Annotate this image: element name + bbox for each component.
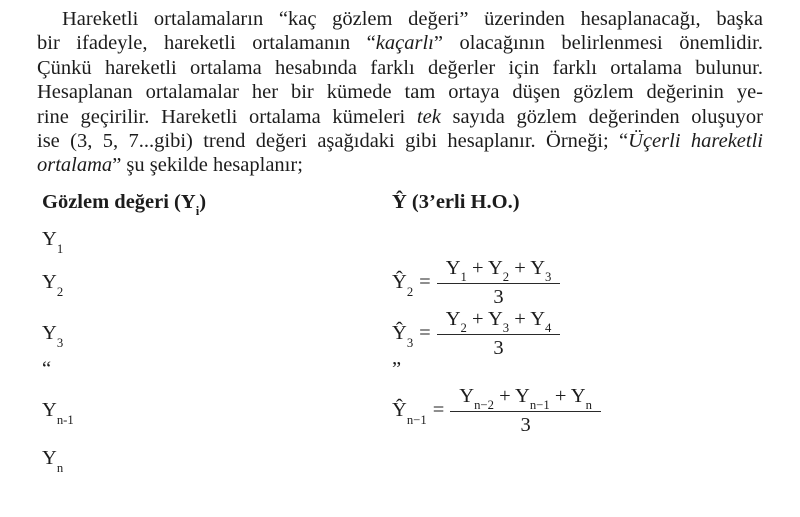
text-run: ” olacağının belirlenmesi önemlidir. [433,32,763,55]
subscript: 2 [460,321,467,336]
subscript: n−1 [529,398,550,413]
text-run: ” şu şekilde hesaplanır; [112,154,303,177]
subscript: 3 [56,335,64,350]
table-cell-right [385,447,763,470]
text-run: Çünkü hareketli ortalama hesabında farklı değerler için farklı ortalama bulunur. [37,56,763,79]
equals-sign: = [419,271,431,294]
fraction-denominator: 3 [493,285,504,308]
paragraph-line [37,129,763,153]
table-header-row [42,191,763,225]
table-cell-right [385,228,763,251]
moving-average-formula [392,385,601,437]
fraction-denominator: 3 [493,336,504,359]
subscript: n−2 [474,398,494,413]
paragraph-line [37,80,763,104]
fraction [450,385,601,437]
paragraph-line [37,56,763,80]
subscript: 2 [56,284,64,299]
paragraph-line [37,105,763,129]
subscript: 2 [502,270,510,285]
moving-average-formula [392,257,560,309]
observation-label: $Y_1$ [42,228,64,256]
text-run: Hesaplanan ortalamalar her bir kümede tam ortaya düşen gözlem değerinin ye- [37,81,763,104]
italic-text-run: tek [416,105,441,128]
table-row [42,255,763,311]
moving-average-table [42,191,763,479]
table-row [42,439,763,479]
equals-sign: = [432,399,445,422]
text-run: bir ifadeyle, hareketli ortalamanın “ [37,32,376,55]
subscript: n [585,398,592,413]
table-cell-right [385,385,763,437]
subscript: 4 [545,321,552,336]
body-paragraph [37,7,763,178]
subscript: 3 [502,321,510,336]
subscript: 1 [460,270,467,285]
table-cell-right [385,308,763,360]
table-cell-right [385,358,763,381]
column-header-moving-average: Ŷ (3’erli H.O.) [392,190,520,213]
observation-label: $Y_2$ [42,271,64,299]
column-header-observations: Gözlem değeri $(Y_i)$ [42,190,207,219]
fraction-numerator: $Y_1 + Y_2 + Y_3$ [437,257,561,284]
subscript: 2 [406,284,414,299]
fraction-numerator: $Y_{n-2} + Y_{n-1} + Y_n$ [450,385,601,412]
text-run: ise (3, 5, 7...gibi) trend değeri aşağıdaki gibi hesaplanır. Örneği; “ [37,130,629,153]
subscript: 1 [56,241,64,256]
paragraph-line [37,153,763,177]
fraction [437,308,561,360]
subscript: n−1 [406,412,427,427]
table-cell-right [385,257,763,309]
formula-lhs: $Ŷ_2$ [392,271,414,299]
table-row [42,225,763,255]
ditto-mark: ” [392,358,402,381]
paragraph-line [37,31,763,55]
italic-text-run: Üçerli hareketli [628,130,763,153]
fraction-numerator: $Y_2 + Y_3 + Y_4$ [437,308,561,335]
italic-text-run: ortalama [37,154,113,177]
subscript: n-1 [56,412,74,427]
subscript: i [195,204,200,219]
text-run: sayıda gözlem değerinden oluşuyor [440,105,763,128]
paragraph-line [37,7,763,31]
equals-sign: = [419,322,431,345]
text-run: rine geçirilir. Hareketli ortalama kümeleri [37,105,417,128]
subscript: 3 [406,335,414,350]
fraction [437,257,561,309]
observation-label: $Y_3$ [42,322,64,350]
subscript: n [56,460,64,475]
formula-lhs: $Ŷ_3$ [392,322,414,350]
subscript: 3 [545,270,552,285]
text-run: Hareketli ortalamaların “kaç gözlem değeri” üzerinden hesaplanacağı, başka [62,8,763,30]
observation-label: $Y_n$ [42,447,64,475]
italic-text-run: kaçarlı [375,32,434,55]
ditto-mark: “ [42,358,52,381]
observation-label: $Y_{n-1}$ [42,399,74,427]
table-row [42,357,763,383]
table-row [42,383,763,439]
moving-average-formula [392,308,560,360]
fraction-denominator: 3 [520,413,531,436]
formula-lhs: $Ŷ_{n-1}$ [392,399,427,427]
table-row [42,307,763,359]
